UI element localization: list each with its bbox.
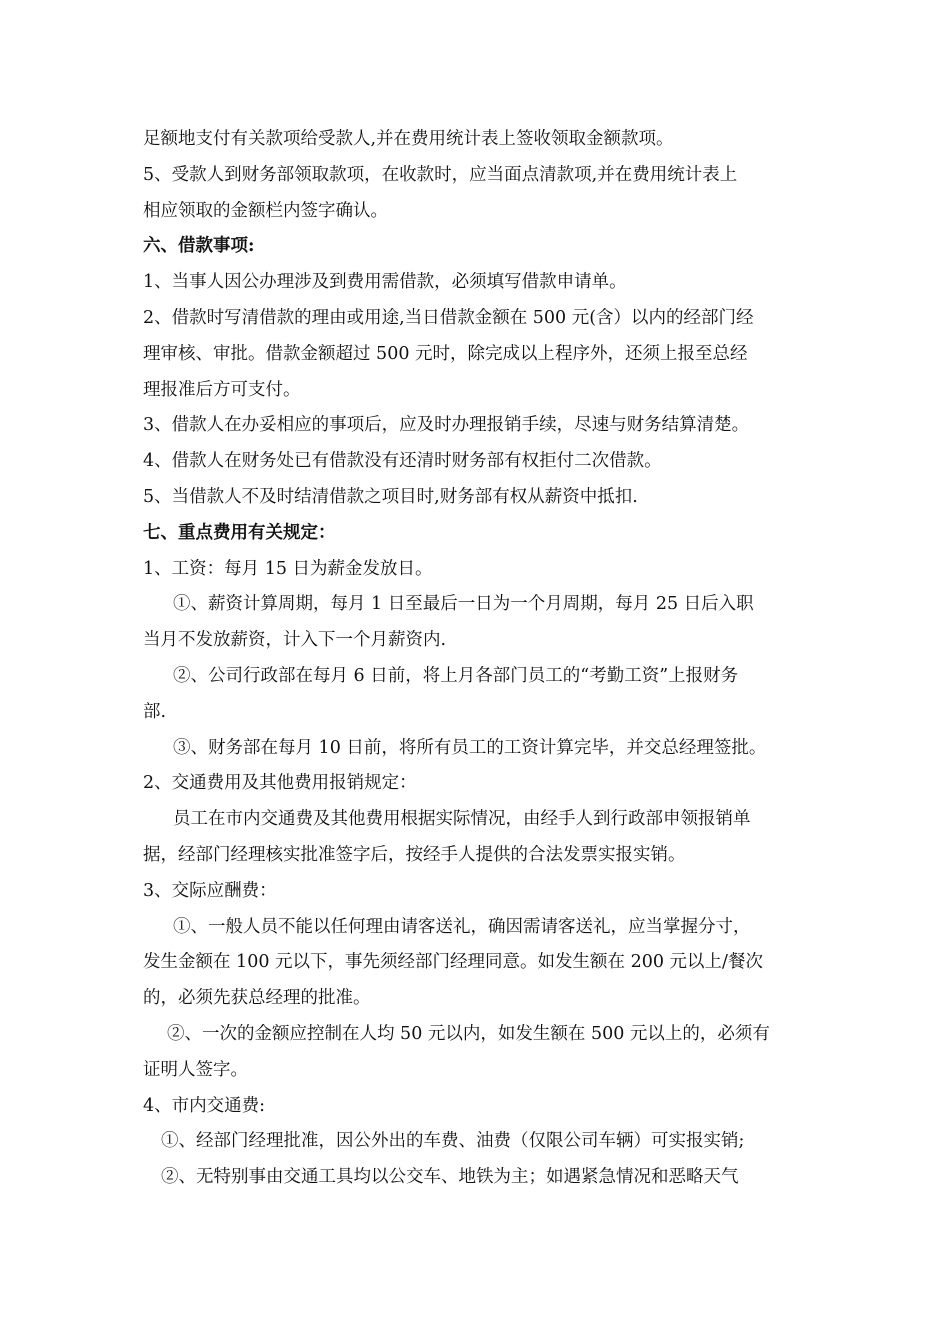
paragraph-line: 2、借款时写清借款的理由或用途,当日借款金额在 500 元(含）以内的经部门经: [143, 307, 754, 328]
paragraph-line: 1、工资：每月 15 日为薪金发放日。: [143, 558, 433, 579]
paragraph-line: 足额地支付有关款项给受款人,并在费用统计表上签收领取金额款项。: [143, 129, 674, 149]
paragraph-line: ②、公司行政部在每月 6 日前，将上月各部门员工的“考勤工资”上报财务: [173, 665, 739, 686]
paragraph-line: 理审核、审批。借款金额超过 500 元时，除完成以上程序外，还须上报至总经: [143, 343, 748, 364]
paragraph-line: 发生金额在 100 元以下，事先须经部门经理同意。如发生额在 200 元以上/餐次: [143, 952, 763, 973]
paragraph-line: ①、一般人员不能以任何理由请客送礼，确因需请客送礼，应当掌握分寸，: [173, 916, 751, 937]
paragraph-line: ②、一次的金额应控制在人均 50 元以内，如发生额在 500 元以上的，必须有: [167, 1023, 770, 1044]
paragraph-line: ①、薪资计算周期，每月 1 日至最后一日为一个月周期，每月 25 日后入职: [173, 594, 754, 615]
paragraph-line: 2、交通费用及其他费用报销规定：: [143, 773, 417, 794]
paragraph-line: 5、受款人到财务部领取款项，在收款时，应当面点清款项,并在费用统计表上: [143, 164, 738, 185]
section-heading-7: 七、重点费用有关规定：: [143, 522, 336, 543]
paragraph-line: 相应领取的金额栏内签字确认。: [143, 200, 388, 221]
paragraph-line: ①、经部门经理批准，因公外出的车费、油费（仅限公司车辆）可实报实销;: [161, 1131, 745, 1152]
document-body: [143, 122, 807, 1196]
paragraph-line: 3、交际应酬费：: [143, 880, 277, 901]
paragraph-line: 员工在市内交通费及其他费用根据实际情况，由经手人到行政部申领报销单: [173, 809, 751, 830]
paragraph-line: ②、无特别事由交通工具均以公交车、地铁为主；如遇紧急情况和恶略天气: [161, 1167, 739, 1188]
paragraph-line: 理报准后方可支付。: [143, 379, 301, 400]
paragraph-line: 4、市内交通费:: [143, 1095, 266, 1116]
paragraph-line: 部.: [143, 701, 167, 722]
section-heading-6: 六、借款事项:: [143, 236, 255, 257]
paragraph-line: 5、当借款人不及时结清借款之项目时,财务部有权从薪资中抵扣.: [143, 486, 638, 507]
paragraph-line: 当月不发放薪资，计入下一个月薪资内.: [143, 630, 447, 651]
paragraph-line: 1、当事人因公办理涉及到费用需借款，必须填写借款申请单。: [143, 272, 627, 293]
paragraph-line: 据，经部门经理核实批准签字后，按经手人提供的合法发票实报实销。: [143, 844, 686, 865]
paragraph-line: 的，必须先获总经理的批准。: [143, 988, 371, 1009]
paragraph-line: ③、财务部在每月 10 日前，将所有员工的工资计算完毕，并交总经理签批。: [173, 737, 767, 758]
paragraph-line: 证明人签字。: [143, 1059, 248, 1080]
paragraph-line: 3、借款人在办妥相应的事项后，应及时办理报销手续，尽速与财务结算清楚。: [143, 415, 750, 436]
paragraph-line: 4、借款人在财务处已有借款没有还清时财务部有权拒付二次借款。: [143, 451, 662, 472]
